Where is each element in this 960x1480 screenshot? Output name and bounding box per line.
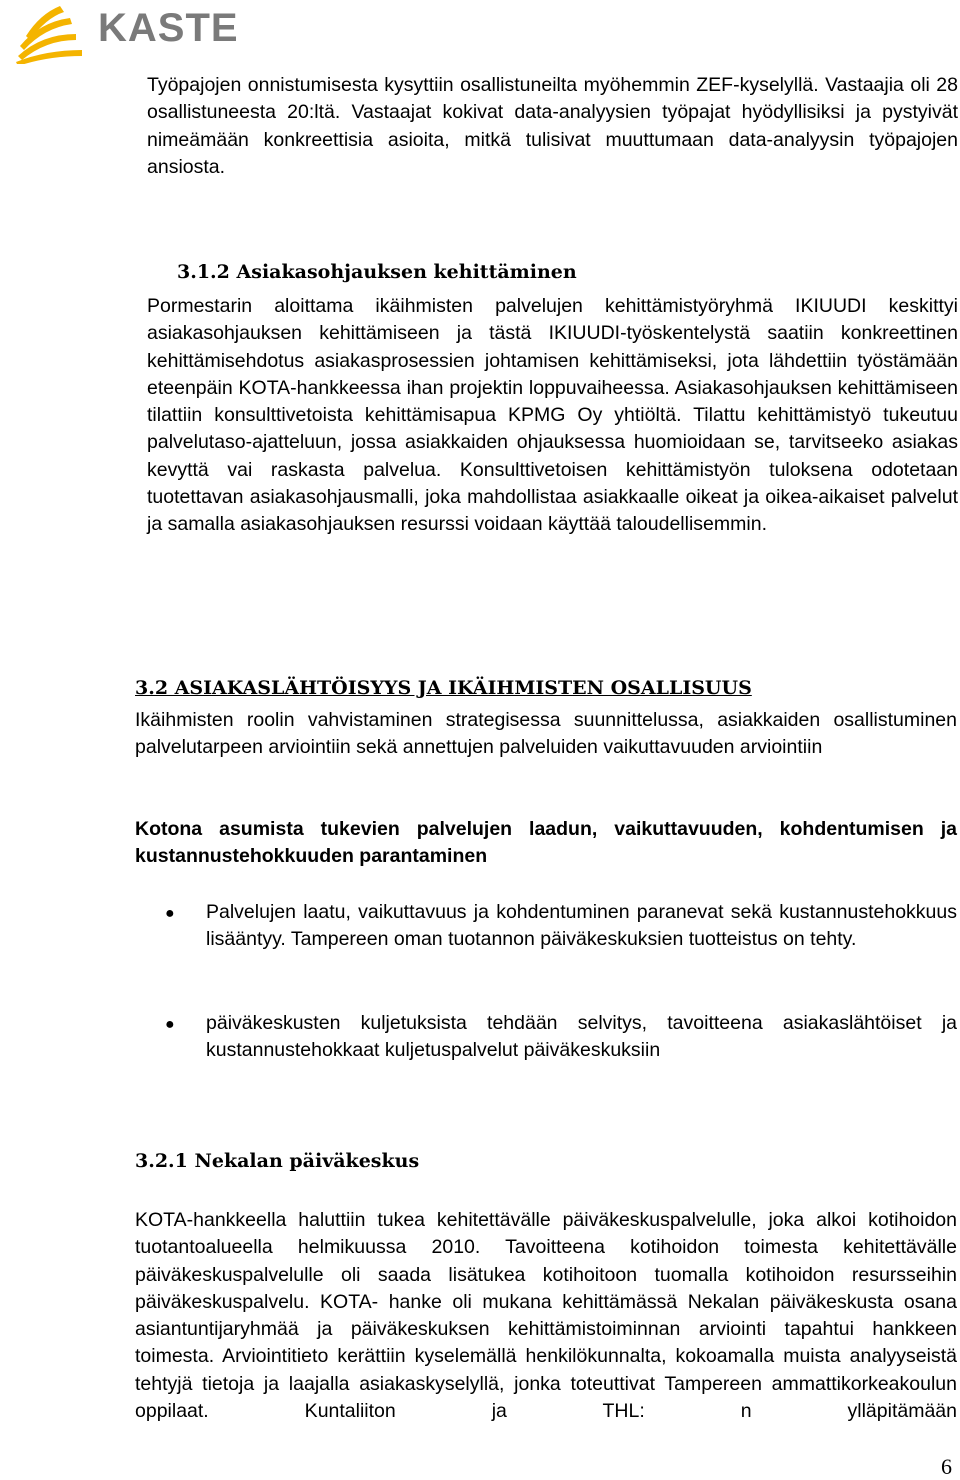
section-32-heading-block [135, 675, 957, 701]
section-312-heading: 3.1.2 Asiakasohjauksen kehittäminen [177, 261, 577, 283]
section-312-paragraph: Pormestarin aloittama ikäihmisten palvelujen kehittämistyöryhmä IKIUUDI keskittyi asiakasohjauksen kehittämiseen ja tästä IKIUUDI-työskentelystä saatiin konkreettinen kehittämisehdotus asiakasprosessien johtamisen kehittämiseksi, jota lähdettiin työstämään eteenpäin KOTA-hankkeessa ihan projektin loppuvaiheessa. Asiakasohjauksen kehittämiseen tilattiin konsulttivetoista kehittämisapua KPMG Oy yhtiöltä. Tilattu kehittämistyö tukeutuu palvelutaso-ajatteluun, jossa asiakkaiden ohjauksessa huomioidaan se, tarvitseeko asiakas kevyttä vai raskasta palvelua. Konsulttivetoisen kehittämistyön tuloksena odotetaan tuotettavan asiakasohjausmalli, joka mahdollistaa asiakkaalle oikeat ja oikea-aikaiset palvelut ja samalla asiakasohjauksen resurssi voidaan käyttää taloudellisemmin. [147, 295, 958, 536]
section-32-body [135, 707, 957, 762]
kaste-sun-icon [12, 4, 92, 64]
intro-paragraph: Työpajojen onnistumisesta kysyttiin osallistuneilta myöhemmin ZEF-kyselyllä. Vastaajia oli 28 osallistuneesta 20:ltä. Vastaajat kokivat data-analyysien työpajat hyödyllisiksi ja pystyivät nimeämään konkreettisia asioita, mitkä tulisivat muuttumaan data-analyysin työpajojen ansiosta. [147, 74, 958, 178]
section-321-body [135, 1207, 957, 1425]
section-321-paragraph: KOTA-hankkeella haluttiin tukea kehitettävälle päiväkeskuspalvelulle, joka alkoi kotihoidon tuotantoalueella helmikuussa 2010. Tavoitteena kotihoidon toimesta kehitettävälle päiväkeskuspalvelulle oli saada lisätukea kotihoitoon tuomalla kotihoidon resursseihin päiväkeskuspalvelu. KOTA- hanke oli mukana kehittämässä Nekalan päiväkeskusta osana asiantuntijaryhmää ja päiväkeskuksen kehittämistoiminnan arviointi tapahtui hankkeen toimesta. Arviointitieto kerättiin kyselemällä henkilökunnalta, kokoamalla muista analyyseistä tehtyjä tietoja ja laajalla asiakaskyselyllä, jonka toteuttivat Tampereen ammattikorkeakoulun oppilaat. Kuntaliiton ja THL: n ylläpitämään [135, 1209, 957, 1423]
section-32-heading: 3.2 ASIAKASLÄHTÖISYYS JA IKÄIHMISTEN OSALLISUUS [135, 677, 752, 699]
section-321-heading-block [135, 1148, 957, 1174]
logo-wordmark: KASTE [98, 6, 239, 50]
kaste-logo [12, 4, 239, 64]
section-321-heading: 3.2.1 Nekalan päiväkeskus [135, 1150, 420, 1172]
list-item [206, 1010, 957, 1065]
bullet-item-1: Palvelujen laatu, vaikuttavuus ja kohdentuminen paranevat sekä kustannustehokkuus lisääntyy. Tampereen oman tuotannon päiväkeskuksien tuotteistus on tehty. [206, 901, 957, 951]
bullet-icon: ● [165, 905, 175, 922]
bullet-item-2: päiväkeskusten kuljetuksista tehdään selvitys, tavoitteena asiakaslähtöiset ja kustannustehokkaat kuljetuspalvelut päiväkeskuksiin [206, 1012, 957, 1062]
section-312-body [147, 293, 958, 539]
page-number: 6 [941, 1454, 952, 1479]
section-32-paragraph: Ikäihmisten roolin vahvistaminen strategisessa suunnittelussa, asiakkaiden osallistuminen palvelutarpeen arviointiin sekä annettujen palveluiden vaikuttavuuden arviointiin [135, 709, 957, 759]
bullet-icon: ● [165, 1016, 175, 1033]
section-32-bold-paragraph: Kotona asumista tukevien palvelujen laadun, vaikuttavuuden, kohdentumisen ja kustannustehokkuuden parantaminen [135, 818, 957, 868]
intro-block [147, 72, 958, 181]
section-312-heading-block [177, 259, 957, 285]
section-32-bold-block [135, 816, 957, 871]
list-item [206, 899, 957, 954]
